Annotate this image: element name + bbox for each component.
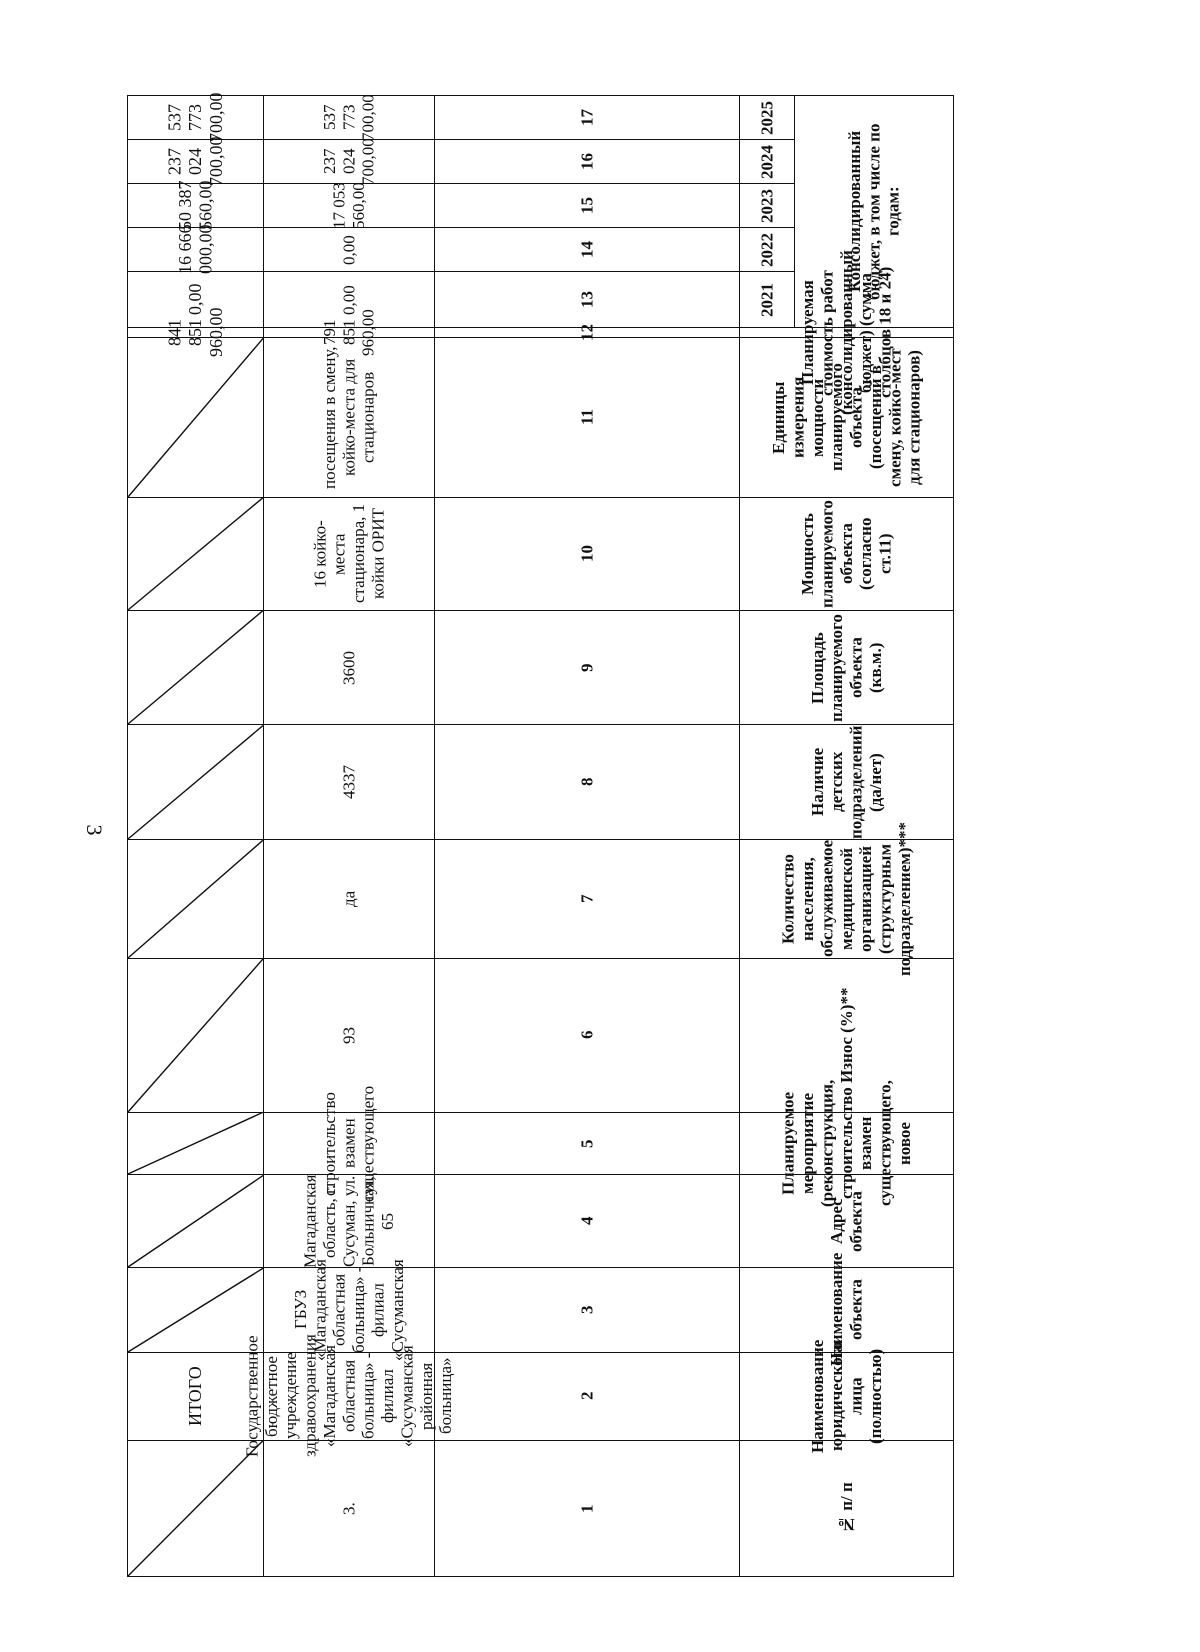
header-cell (740, 611, 954, 725)
column-number-cell (435, 184, 740, 228)
empty-cell-slash (128, 338, 263, 497)
value-cell (264, 309, 435, 357)
total-cell (128, 180, 264, 231)
value-cell-text: 791 851 960,00 (319, 309, 378, 357)
total-cell (128, 1175, 264, 1267)
total-cell (128, 1267, 264, 1352)
total-cell-text: 237 024 700,00 (164, 136, 226, 187)
empty-cell-slash (128, 725, 263, 838)
value-cell-text: Магаданская область, г. Сусуман, ул. Больничная, 65 (300, 1174, 398, 1268)
column-number-cell (435, 272, 740, 328)
value-cell-text: строительство взамен существующего (319, 1085, 378, 1202)
total-cell (128, 307, 264, 358)
total-cell-text: 0,00 (185, 283, 206, 316)
table-row (128, 1440, 954, 1576)
header-cell (740, 497, 954, 610)
value-cell (264, 228, 435, 272)
column-number-cell-text: 17 (577, 109, 597, 127)
column-number-cell-text: 6 (577, 1030, 597, 1040)
value-cell-text: 0,00 (339, 234, 359, 265)
value-cell-text: да (339, 890, 359, 907)
value-cell-text: 3600 (339, 650, 359, 685)
header-cell-text: Единицы измерения мощности планируемого объекта (посещений в смену, койко-мест для стационаров) (769, 348, 924, 487)
value-cell (264, 611, 435, 725)
column-number-cell-text: 15 (577, 197, 597, 215)
column-number-cell (435, 1175, 740, 1267)
year-header-cell (740, 140, 795, 184)
empty-cell-slash (128, 959, 263, 1112)
header-cell (740, 725, 954, 839)
value-cell-text: 16 койко-места стационара, 1 койки ОРИТ (310, 504, 388, 604)
total-cell (128, 611, 264, 725)
total-cell (128, 1112, 264, 1175)
value-cell (264, 140, 435, 184)
value-cell (264, 725, 435, 839)
column-number-cell-text: 2 (577, 1391, 597, 1401)
header-cell (740, 1079, 954, 1208)
empty-cell-slash (128, 1268, 263, 1352)
empty-cell-slash (128, 1113, 263, 1175)
column-number-cell-text: 10 (577, 545, 597, 563)
column-number-cell (435, 839, 740, 958)
header-cell-text: Планируемая стоимость работ (консолидированный бюджет) (сумма столбцов 18 и 24) (798, 250, 895, 416)
year-header-cell-text: 2025 (757, 100, 777, 135)
column-number-cell-text: 5 (577, 1139, 597, 1148)
value-cell-text: ГБУЗ «Магаданская областная больница» - филиал «Сусуманская (290, 1258, 407, 1361)
budget-group-header-text: Консолидированный бюджет, в том числе по годам: (844, 123, 903, 300)
column-number-cell (435, 611, 740, 725)
header-cell-text: Мощность планируемого объекта (согласно ст.11) (798, 499, 895, 608)
column-number-cell (435, 324, 740, 342)
header-cell (740, 821, 954, 976)
header-cell (740, 1253, 954, 1367)
empty-cell-slash (128, 611, 263, 724)
empty-cell-slash (128, 1441, 263, 1576)
header-cell-text: № п/ п (836, 1482, 856, 1535)
page-number: 3 (82, 824, 107, 836)
value-cell-text: 237 024 700,00 (319, 138, 378, 186)
value-cell (264, 839, 435, 958)
total-cell-text: 841 851 960,00 (164, 307, 226, 358)
empty-cell-slash (128, 1175, 263, 1266)
total-cell-text: ИТОГО (185, 1366, 206, 1426)
header-cell-text: Наименование объекта (827, 1253, 866, 1367)
header-cell-text: Количество населения, обслуживаемое медицинской организацией (структурным подразделением)*** (778, 821, 914, 976)
column-number-cell (435, 725, 740, 839)
year-header-cell-text: 2021 (757, 282, 777, 317)
total-cell (128, 1440, 264, 1576)
investment-table (127, 92, 954, 1577)
column-number-cell (435, 1112, 740, 1175)
column-number-cell-text: 8 (577, 777, 597, 787)
header-cell-text: Площадь планируемого объекта (кв.м.) (807, 613, 885, 722)
value-cell (264, 1085, 435, 1202)
value-cell (242, 1334, 456, 1458)
year-header-cell-text: 2024 (757, 144, 777, 179)
year-header-cell (740, 96, 795, 140)
year-header-cell-text: 2023 (757, 188, 777, 223)
value-cell-text: посещения в смену, койко-места для стационаров (319, 346, 378, 489)
table-row (128, 839, 954, 958)
total-cell (128, 136, 264, 187)
column-number-cell (435, 338, 740, 498)
value-cell (264, 338, 435, 498)
value-cell-text: Государственное бюджетное учреждение здравоохранения «Магаданская областная больница» - филиал «Сусуманская районная больница» (242, 1334, 456, 1458)
column-number-cell (435, 1352, 740, 1440)
value-cell-text: 17 053 560,00 (329, 182, 368, 230)
table-row (128, 497, 954, 610)
column-number-cell (435, 96, 740, 140)
header-cell-text: Наименование юридического лица (полностью) (807, 1339, 885, 1453)
total-cell-text: 537 773 700,00 (164, 92, 226, 143)
value-cell-text: 537 773 700,00 (319, 94, 378, 141)
total-cell (128, 92, 264, 143)
rotated-sheet (128, 92, 954, 1577)
total-cell (128, 839, 264, 958)
header-cell-text: Наличие детских подразделений (да/нет) (807, 725, 885, 839)
year-header-cell-text: 2022 (757, 232, 777, 267)
column-number-cell (435, 1440, 740, 1576)
value-cell-text: 3. (339, 1501, 359, 1515)
column-number-cell (435, 140, 740, 184)
table-row (128, 611, 954, 725)
total-cell-text: 16 666 000,00 (174, 224, 216, 275)
total-cell (128, 958, 264, 1112)
total-cell-text: 50 387 560,00 (174, 180, 216, 231)
table-row (128, 1112, 954, 1175)
header-cell-text: Планируемое мероприятие (реконструкция, строительство взамен существующего, новое (778, 1079, 914, 1208)
total-cell (128, 497, 264, 610)
column-number-cell-text: 1 (577, 1504, 597, 1513)
column-number-cell-text: 12 (577, 324, 597, 342)
table-row (128, 1267, 954, 1352)
table-row (128, 725, 954, 839)
column-number-cell (435, 228, 740, 272)
value-cell-text: 93 (339, 1026, 359, 1044)
column-number-cell-text: 7 (577, 894, 597, 904)
column-number-cell-text: 11 (577, 409, 597, 426)
column-number-cell-text: 9 (577, 663, 597, 672)
column-number-cell-text: 4 (577, 1216, 597, 1226)
year-header-cell (740, 228, 795, 272)
header-cell-text: Адрес объекта (827, 1190, 866, 1252)
header-cell (740, 1440, 954, 1576)
column-number-cell (435, 497, 740, 610)
value-cell (264, 497, 435, 610)
column-number-cell-text: 3 (577, 1305, 597, 1314)
table-row (128, 328, 954, 338)
value-cell (264, 96, 435, 140)
column-number-cell (435, 958, 740, 1112)
value-cell (264, 184, 435, 228)
total-cell (128, 725, 264, 839)
empty-cell-slash (128, 498, 263, 610)
year-header-cell (740, 272, 795, 328)
column-number-cell-text: 13 (577, 291, 597, 309)
value-cell (264, 1440, 435, 1576)
value-cell-text: 0,00 (339, 284, 359, 315)
column-number-cell-text: 16 (577, 153, 597, 171)
empty-cell-slash (128, 840, 263, 958)
year-header-cell (740, 184, 795, 228)
header-cell-text: Износ (%)** (836, 987, 856, 1083)
column-number-cell (435, 1267, 740, 1352)
column-number-cell-text: 14 (577, 241, 597, 259)
total-cell (128, 224, 264, 275)
value-cell-text: 4337 (339, 765, 359, 800)
total-cell (128, 338, 264, 498)
